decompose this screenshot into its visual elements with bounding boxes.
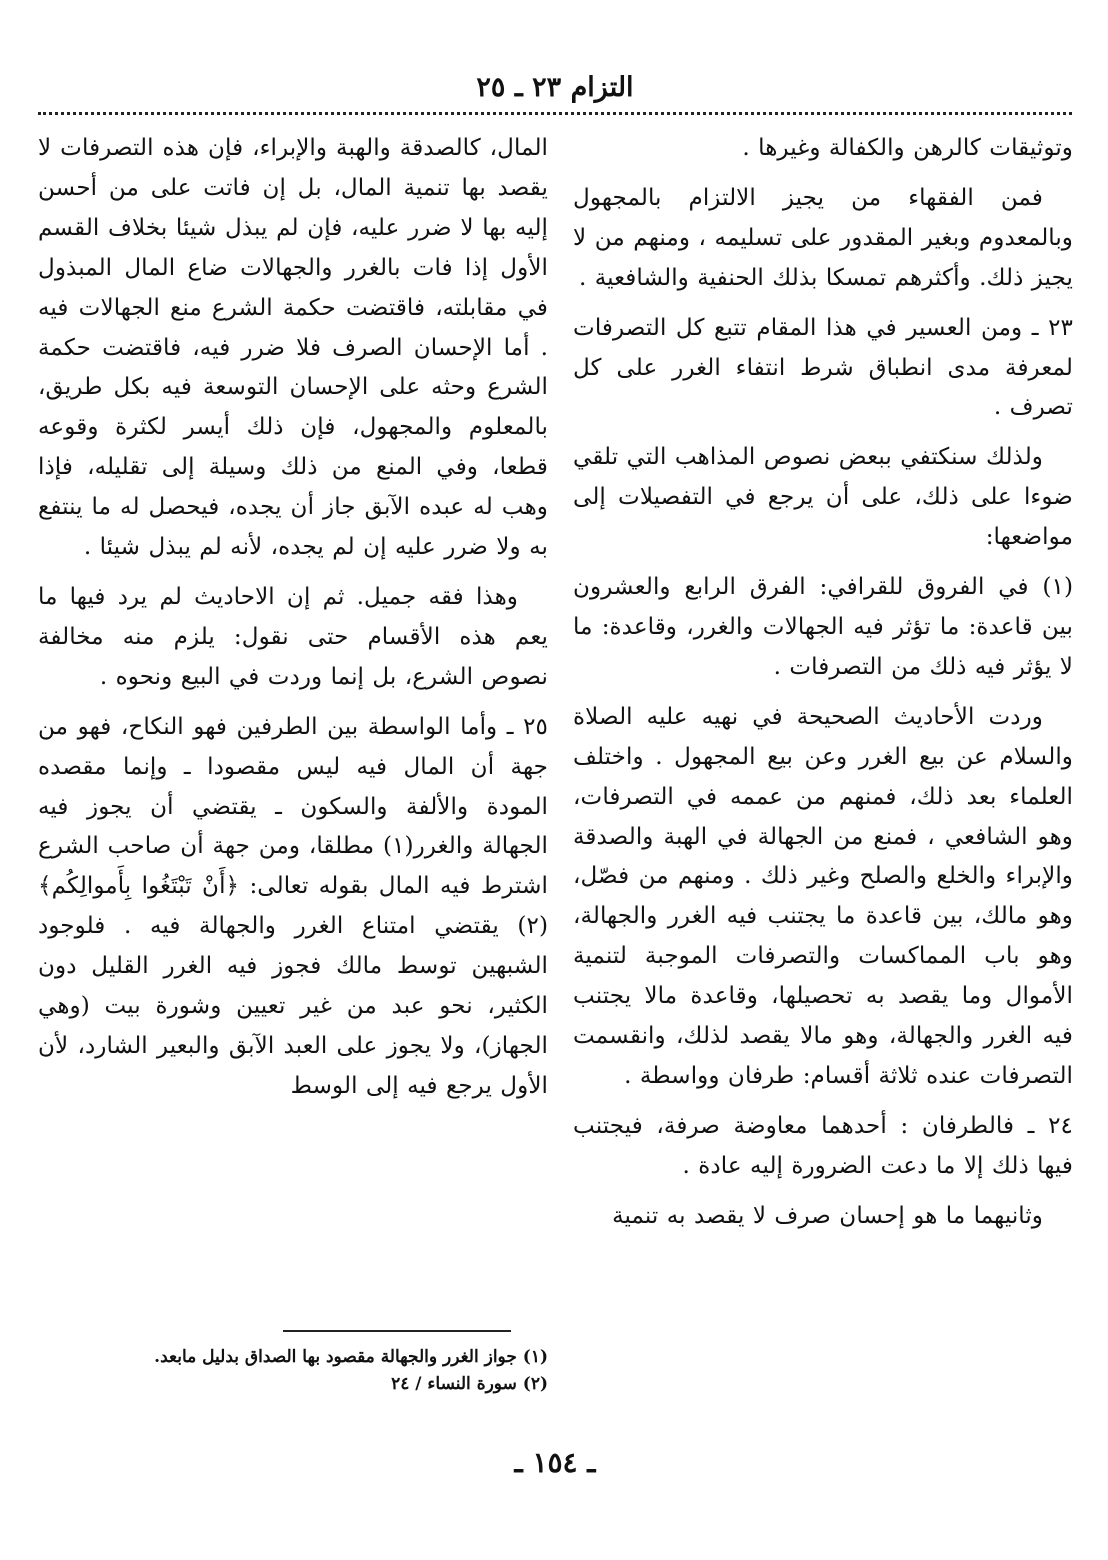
paragraph: ولذلك سنكتفي ببعض نصوص المذاهب التي تلقي ضوءا على ذلك، على أن يرجع في التفصيلات إلى مواضعها: — [573, 443, 1073, 551]
footnotes — [40, 1330, 548, 1410]
page-number: ـ ١٥٤ ـ — [514, 1446, 596, 1479]
right-column — [573, 128, 1073, 1408]
header-dotted-rule — [38, 112, 1072, 115]
left-column — [38, 128, 548, 1408]
section-25: ٢٥ ـ وأما الواسطة بين الطرفين فهو النكاح، فهو من جهة أن المال فيه ليس مقصودا ـ وإنما مقصده المودة والألفة والسكون ـ يقتضي أن يجوز فيه الجهالة والغرر(١) مطلقا، ومن جهة أن صاحب الشرع اشترط فيه المال بقوله تعالى: ﴿أَنْ تَبْتَغُوا بِأَموالِكُم﴾(٢) يقتضي امتناع الغرر والجهالة فيه . فلوجود الشبهين توسط مالك فجوز فيه الغرر القليل دون الكثير، نحو عبد من غير تعيين وشورة بيت (وهي الجهاز)، ولا يجوز على العبد الآبق والبعير الشارد، لأن الأول يرجع فيه إلى الوسط — [38, 712, 548, 1099]
paragraph: وتوثيقات كالرهن والكفالة وغيرها . — [742, 134, 1073, 161]
running-header: التزام ٢٣ ـ ٢٥ — [476, 72, 634, 103]
footnote-2: (٢) سورة النساء / ٢٤ — [391, 1374, 548, 1395]
footnote-1: (١) جواز الغرر والجهالة مقصود بها الصداق بدليل مابعد. — [154, 1347, 548, 1367]
paragraph: فمن الفقهاء من يجيز الالتزام بالمجهول وبالمعدوم وبغير المقدور على تسليمه ، ومنهم من لا يجيز ذلك. وأكثرهم تمسكا بذلك الحنفية والشافعية . — [573, 183, 1073, 291]
paragraph: وثانيهما ما هو إحسان صرف لا يقصد به تنمية — [612, 1201, 1043, 1229]
section-24: ٢٤ ـ فالطرفان : أحدهما معاوضة صرفة، فيجتنب فيها ذلك إلا ما دعت الضرورة إليه عادة . — [573, 1111, 1073, 1179]
section-23: ٢٣ ـ ومن العسير في هذا المقام تتبع كل التصرفات لمعرفة مدى انطباق شرط انتفاء الغرر على كل تصرف . — [573, 313, 1073, 421]
paragraph: وهذا فقه جميل. ثم إن الاحاديث لم يرد فيها ما يعم هذه الأقسام حتى نقول: يلزم منه مخالفة نصوص الشرع، بل إنما وردت في البيع ونحوه . — [38, 582, 548, 690]
quote-heading: (١) في الفروق للقرافي: الفرق الرابع والعشرون بين قاعدة: ما تؤثر فيه الجهالات والغرر، وقاعدة: ما لا يؤثر فيه ذلك من التصرفات . — [573, 573, 1073, 680]
paragraph: المال، كالصدقة والهبة والإبراء، فإن هذه التصرفات لا يقصد بها تنمية المال، بل إن فاتت على من أحسن إليه بها لا ضرر عليه، فإن لم يبذل شيئا بخلاف القسم الأول إذا فات بالغرر والجهالات ضاع المال المبذول في مقابلته، فاقتضت حكمة الشرع منع الجهالات فيه . أما الإحسان الصرف فلا ضرر فيه، فاقتضت حكمة الشرع وحثه على الإحسان التوسعة فيه بكل طريق، بالمعلوم والمجهول، فإن ذلك أيسر لكثرة وقوعه قطعا، وفي المنع من ذلك وسيلة إلى تقليله، فإذا وهب له عبده الآبق جاز أن يجده، فيحصل له ما ينتفع به ولا ضرر عليه إن لم يجده، لأنه لم يبذل شيئا . — [38, 134, 548, 561]
paragraph: وردت الأحاديث الصحيحة في نهيه عليه الصلاة والسلام عن بيع الغرر وعن بيع المجهول . واختلف العلماء بعد ذلك، فمنهم من عممه في التصرفات، وهو الشافعي ، فمنع من الجهالة في الهبة والصدقة والإبراء والخلع والصلح وغير ذلك . ومنهم من فصّل، وهو مالك، بين قاعدة ما يجتنب فيه الغرر والجهالة، وهو باب المماكسات والتصرفات الموجبة لتنمية الأموال وما يقصد به تحصيلها، وقاعدة مالا يجتنب فيه الغرر والجهالة، وهو مالا يقصد لذلك، وانقسمت التصرفات عنده ثلاثة أقسام: طرفان وواسطة . — [573, 702, 1073, 1089]
